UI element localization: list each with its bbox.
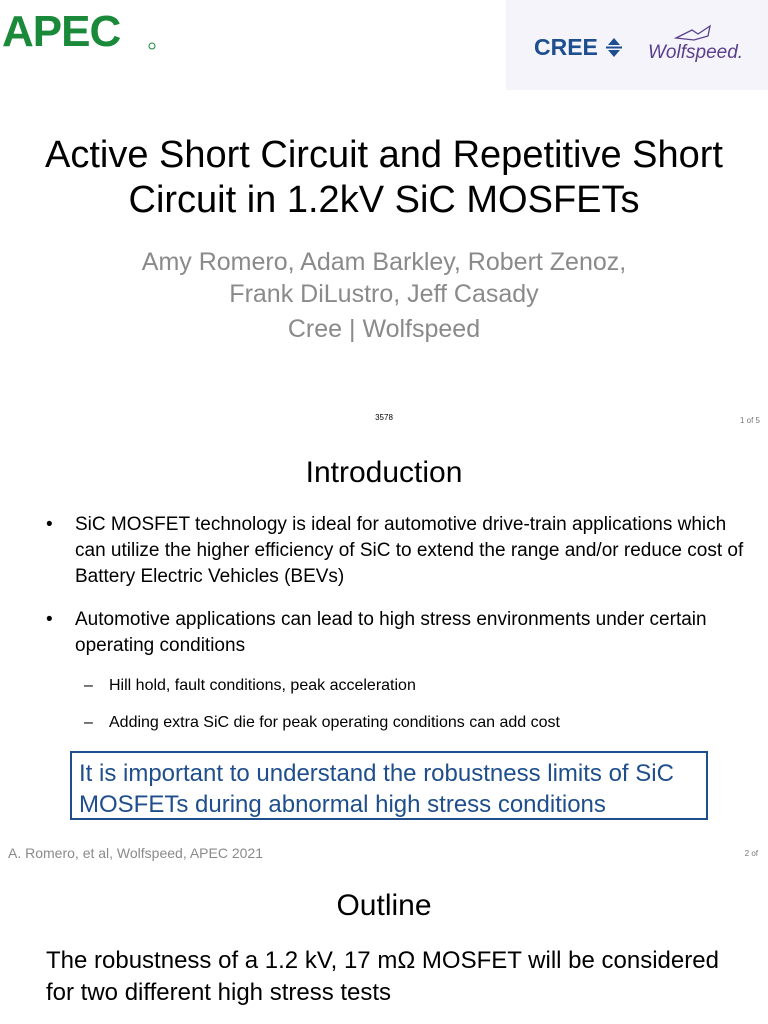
sub-bullet-text: Hill hold, fault conditions, peak acceleration bbox=[109, 677, 416, 694]
sponsor-logo-area bbox=[506, 0, 768, 90]
cree-logo-text: CREE bbox=[534, 34, 598, 60]
bullet-text: Automotive applications can lead to high stress environments under certain operating conditions bbox=[75, 609, 707, 656]
sub-bullet-marker: – bbox=[84, 714, 93, 731]
cree-logo bbox=[532, 30, 628, 64]
authors-line-1: Amy Romero, Adam Barkley, Robert Zenoz, bbox=[141, 248, 627, 276]
authors-line-2: Frank DiLustro, Jeff Casady bbox=[229, 280, 539, 308]
affiliation: Cree | Wolfspeed bbox=[287, 315, 481, 343]
outline-text: The robustness of a 1.2 kV, 17 mΩ MOSFET will be considered for two different high stress tests bbox=[46, 947, 719, 1006]
apec-logo-text: APEC bbox=[2, 7, 121, 54]
apec-logo bbox=[2, 6, 160, 54]
bullet-item bbox=[46, 512, 746, 590]
slide-title bbox=[0, 133, 768, 223]
callout-box: It is important to understand the robustness limits of SiC MOSFETs during abnormal high stress conditions bbox=[70, 751, 708, 820]
outline-heading: Outline bbox=[336, 889, 432, 922]
slide-title-line-1: Active Short Circuit and Repetitive Short bbox=[45, 134, 723, 176]
sub-bullet-item bbox=[84, 675, 744, 697]
sub-bullet-marker: – bbox=[84, 677, 93, 694]
bullet-text: SiC MOSFET technology is ideal for automotive drive-train applications which can utilize the higher efficiency of SiC to extend the range and/or reduce cost of Battery Electric Vehicles (BEVs) bbox=[75, 514, 744, 587]
authors bbox=[0, 246, 768, 310]
introduction-heading: Introduction bbox=[305, 456, 463, 489]
bullet-marker: • bbox=[46, 514, 53, 535]
page-indicator-1: 1 of 5 bbox=[739, 416, 760, 425]
bullet-marker: • bbox=[46, 609, 53, 630]
sub-bullet-item bbox=[84, 712, 744, 734]
wolfspeed-logo-text: Wolfspeed. bbox=[648, 42, 744, 63]
page-code: 3578 bbox=[375, 413, 393, 422]
wolfspeed-logo bbox=[646, 22, 746, 66]
sub-bullet-text: Adding extra SiC die for peak operating conditions can add cost bbox=[109, 714, 560, 731]
page-indicator-2: 2 of bbox=[744, 849, 758, 858]
footer-citation: A. Romero, et al, Wolfspeed, APEC 2021 bbox=[8, 845, 263, 861]
bullet-item bbox=[46, 607, 746, 659]
slide-title-line-2: Circuit in 1.2kV SiC MOSFETs bbox=[128, 179, 640, 221]
